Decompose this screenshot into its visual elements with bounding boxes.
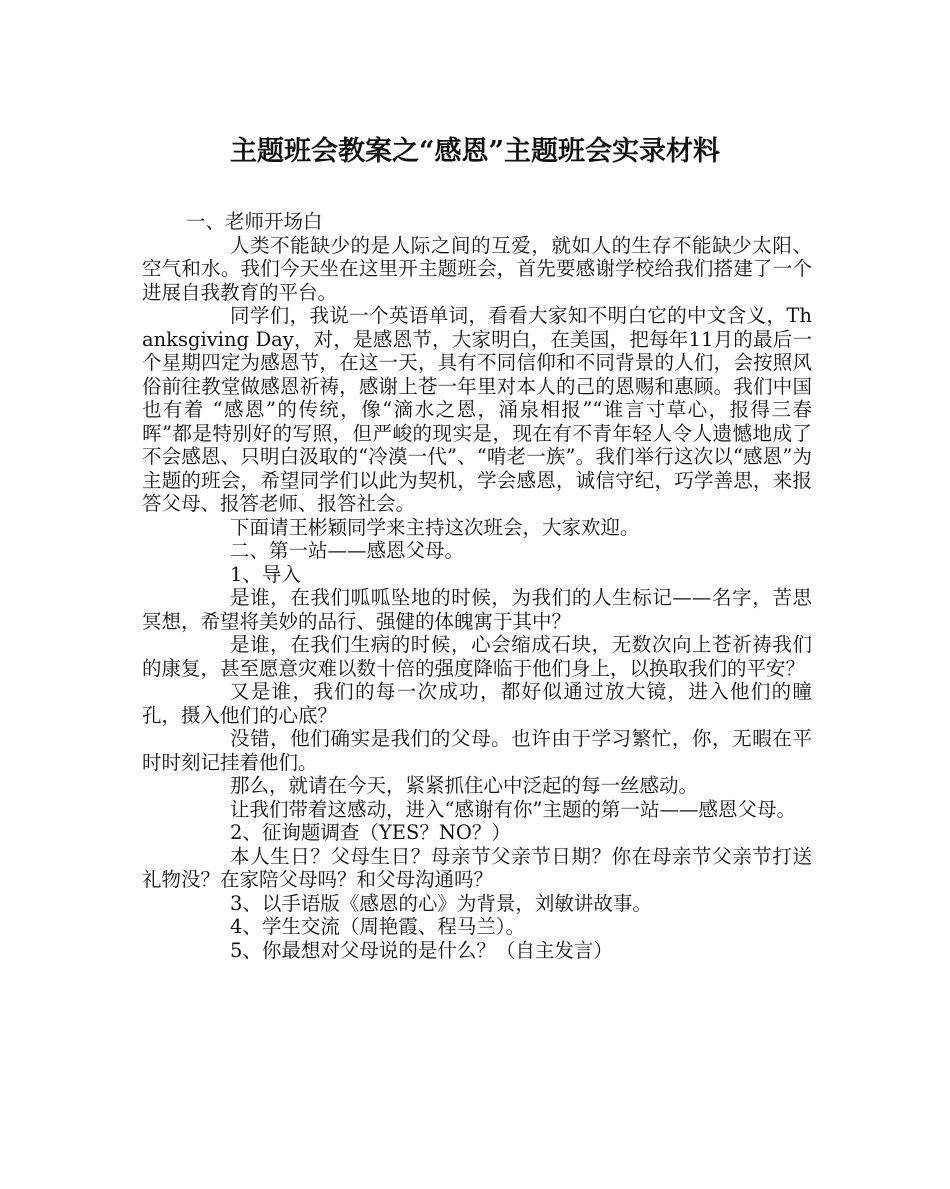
paragraph: 本人生日？父母生日？母亲节父亲节日期？你在母亲节父亲节打送礼物没？在家陪父母吗？和父母沟通吗？ bbox=[142, 844, 812, 891]
paragraph: 3、以手语版《感恩的心》为背景，刘敏讲故事。 bbox=[230, 891, 652, 915]
section-heading: 二、第一站——感恩父母。 bbox=[230, 539, 465, 562]
paragraph: 让我们带着这感动，进入“感谢有你”主题的第一站——感恩父母。 bbox=[230, 797, 796, 821]
paragraph: 是谁，在我们呱呱坠地的时候，为我们的人生标记——名字，苦思冥想，希望将美妙的品行、强健的体魄寓于其中？ bbox=[142, 586, 812, 633]
paragraph: 同学们，我说一个英语单词，看看大家知不明白它的中文含义，Thanksgiving Day，对，是感恩节，大家明白，在美国，把每年11月的最后一个星期四定为感恩节，在这一天，具有不同信仰和不同背景的人们，会按照风俗前往教堂做感恩祈祷，感谢上苍一年里对本人的己的恩赐和惠顾。我们中国也有着 “感恩”的传统，像“滴水之恩，涌泉相报”“谁言寸草心，报得三春晖”都是特别好的写照，但严峻的现实是，现在有不青年轻人令人遗憾地成了不会感恩、只明白汲取的“冷漠一代”、“啃老一族”。我们举行这次以“感恩”为主题的班会，希望同学们以此为契机，学会感恩，诚信守纪，巧学善思，来报答父母、报答老师、报答社会。 bbox=[142, 304, 812, 515]
paragraph: 没错，他们确实是我们的父母。也许由于学习繁忙，你，无暇在平时时刻记挂着他们。 bbox=[142, 727, 812, 774]
paragraph: 人类不能缺少的是人际之间的互爱，就如人的生存不能缺少太阳、空气和水。我们今天坐在这里开主题班会，首先要感谢学校给我们搭建了一个进展自我教育的平台。 bbox=[142, 233, 812, 304]
paragraph: 2、征询题调查（YES？NO？） bbox=[230, 821, 511, 844]
section-heading: 一、老师开场白 bbox=[186, 210, 323, 233]
paragraph: 1、导入 bbox=[230, 562, 301, 586]
page-title: 主题班会教案之“感恩”主题班会实录材料 bbox=[229, 136, 721, 167]
paragraph: 又是谁，我们的每一次成功，都好似通过放大镜，进入他们的瞳孔，摄入他们的心底？ bbox=[142, 680, 812, 727]
paragraph: 是谁，在我们生病的时候，心会缩成石块，无数次向上苍祈祷我们的康复，甚至愿意灾难以数十倍的强度降临于他们身上，以换取我们的平安？ bbox=[142, 633, 812, 680]
paragraph: 那么，就请在今天，紧紧抓住心中泛起的每一丝感动。 bbox=[230, 774, 699, 797]
paragraph: 下面请王彬颖同学来主持这次班会，大家欢迎。 bbox=[230, 515, 640, 539]
document-body bbox=[142, 210, 812, 962]
paragraph: 4、学生交流（周艳霞、程马兰）。 bbox=[230, 915, 526, 938]
paragraph: 5、你最想对父母说的是什么？（自主发言） bbox=[230, 938, 613, 962]
